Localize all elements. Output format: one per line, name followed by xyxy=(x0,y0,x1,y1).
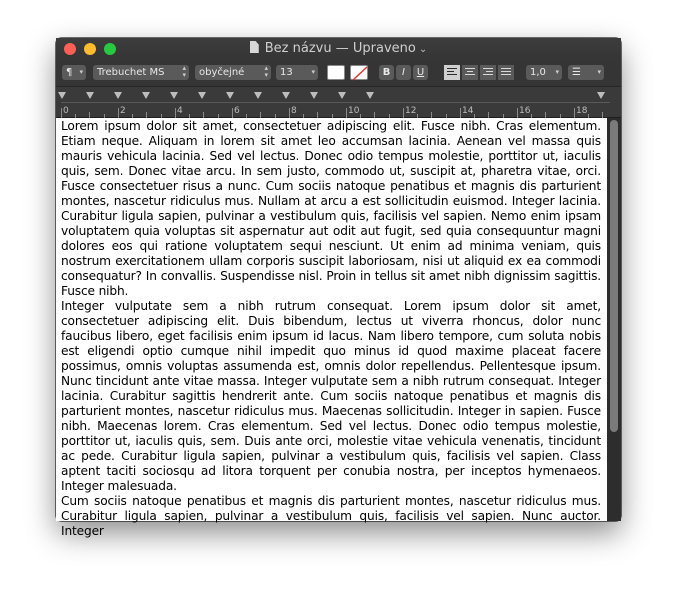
bold-button[interactable]: B xyxy=(379,65,394,80)
scrollbar-thumb[interactable] xyxy=(610,120,618,432)
paragraph-icon: ¶ xyxy=(66,67,73,78)
font-family-value: Trebuchet MS xyxy=(97,67,165,78)
chevron-down-icon: ▾ xyxy=(597,68,601,76)
ruler-tick xyxy=(346,108,347,118)
font-size-combo[interactable] xyxy=(276,65,318,80)
font-family-popup[interactable] xyxy=(93,65,189,80)
chevron-down-icon: ⌄ xyxy=(418,44,428,55)
font-style-popup[interactable] xyxy=(195,65,271,80)
window-title: Bez názvu — Upraveno xyxy=(264,41,416,56)
window-title-group[interactable] xyxy=(56,41,621,58)
ruler-tick xyxy=(118,108,119,118)
text-color-well[interactable] xyxy=(327,65,345,80)
chevron-down-icon: ▾ xyxy=(555,68,559,76)
ruler-number: 10 xyxy=(348,106,360,116)
tab-stop-marker[interactable] xyxy=(282,92,290,99)
ruler-tick xyxy=(232,108,233,118)
ruler-number: 16 xyxy=(519,106,531,116)
ruler-number: 8 xyxy=(291,106,297,116)
ruler-scale xyxy=(61,102,610,118)
tab-stop-marker[interactable] xyxy=(338,92,346,99)
line-spacing-value: 1,0 xyxy=(530,67,546,78)
font-style-value: obyčejné xyxy=(199,67,245,78)
right-margin-marker[interactable] xyxy=(597,92,605,99)
font-size-value: 13 xyxy=(280,67,293,78)
line-spacing-popup[interactable] xyxy=(526,65,562,80)
tab-stop-marker[interactable] xyxy=(366,92,374,99)
document-paragraph[interactable]: Lorem ipsum dolor sit amet, consectetuer adipiscing elit. Fusce nibh. Cras elementum. Etiam neque. Aliquam in lorem sit amet leo accumsan lacinia. Aenean vel massa quis mauris vehicula lacinia. Sed vel lectus. Donec odio tempus molestie, porttitor ut, iaculis quis, sem. Donec vitae arcu. In sem justo, commodo ut, suscipit at, pharetra vitae, orci. Fusce consectetuer risus a nunc. Cum sociis natoque penatibus et magnis dis parturient montes, nascetur ridiculus mus. Nullam at arcu a est sollicitudin euismod. Integer lacinia. Curabitur ligula sapien, pulvinar a vestibulum quis, facilisis vel sapien. Nemo enim ipsam voluptatem quia voluptas sit aspernatur aut odit aut fugit, sed quia consequuntur magni dolores eos qui ratione voluptatem sequi nesciunt. Ut enim ad minima veniam, quis nostrum exercitationem ullam corporis suscipit laboriosam, nisi ut aliquid ex ea commodi consequatur? In convallis. Suspendisse nisl. Proin in tellus sit amet nibh dignissim sagittis. Fusce nibh. xyxy=(61,119,601,298)
tab-stop-marker[interactable] xyxy=(254,92,262,99)
align-left-button[interactable] xyxy=(444,65,460,80)
document-text[interactable] xyxy=(61,119,601,539)
underline-button[interactable]: U xyxy=(413,65,428,80)
ruler-number: 14 xyxy=(462,106,474,116)
ruler-number: 4 xyxy=(177,106,183,116)
align-right-button[interactable] xyxy=(480,65,496,80)
tab-stop-marker[interactable] xyxy=(114,92,122,99)
format-toolbar xyxy=(56,60,621,87)
align-justify-button[interactable] xyxy=(498,65,514,80)
up-down-arrows-icon: ▴ ▾ xyxy=(264,64,268,79)
ruler-tick xyxy=(289,108,290,118)
chevron-down-icon: ▾ xyxy=(311,68,315,76)
italic-button[interactable]: I xyxy=(396,65,411,80)
align-center-button[interactable] xyxy=(462,65,478,80)
tab-stop-marker[interactable] xyxy=(198,92,206,99)
up-down-arrows-icon: ▴ ▾ xyxy=(182,64,186,79)
tab-stop-marker[interactable] xyxy=(170,92,178,99)
list-style-popup[interactable] xyxy=(568,65,604,80)
document-paragraph[interactable]: Integer vulputate sem a nibh rutrum consequat. Lorem ipsum dolor sit amet, consectetuer adipiscing elit. Duis bibendum, lectus ut viverra rhoncus, dolor nunc faucibus libero, eget facilisis enim ipsum id lacus. Nam libero tempore, cum soluta nobis est eligendi optio cumque nihil impedit quo minus id quod maxime placeat facere possimus, omnis voluptas assumenda est, omnis dolor repellendus. Pellentesque ipsum. Nunc tincidunt ante vitae massa. Integer vulputate sem a nibh rutrum consequat. Integer lacinia. Curabitur sagittis hendrerit ante. Cum sociis natoque penatibus et magnis dis parturient montes, nascetur ridiculus mus. Maecenas sollicitudin. Integer in sapien. Fusce nibh. Maecenas lorem. Cras elementum. Sed vel lectus. Donec odio tempus molestie, porttitor ut, iaculis quis, sem. Duis ante orci, molestie vitae vehicula venenatis, tincidunt ac pede. Curabitur ligula sapien, pulvinar a vestibulum quis, facilisis vel sapien. Class aptent taciti sociosqu ad litora torquent per conubia nostra, per inceptos hymenaeos. Integer malesuada. xyxy=(61,299,601,493)
tab-stop-marker[interactable] xyxy=(310,92,318,99)
document-icon xyxy=(250,41,259,53)
title-bar[interactable] xyxy=(56,38,621,60)
ruler-tick xyxy=(175,108,176,118)
document-paragraph[interactable]: Cum sociis natoque penatibus et magnis dis parturient montes, nascetur ridiculus mus. Curabitur ligula sapien, pulvinar a vestibulum quis, facilisis vel sapien. Nunc auctor. Integer xyxy=(61,494,601,538)
list-bullets-icon: ☰ xyxy=(572,67,581,78)
ruler-tick xyxy=(517,108,518,118)
ruler-tick xyxy=(460,108,461,118)
ruler-number: 6 xyxy=(234,106,240,116)
no-color-icon xyxy=(351,66,369,81)
ruler-tick xyxy=(574,108,575,118)
tab-stop-marker[interactable] xyxy=(142,92,150,99)
vertical-scrollbar[interactable] xyxy=(607,118,621,521)
textedit-window xyxy=(56,38,621,538)
highlight-color-well[interactable] xyxy=(350,65,368,80)
ruler-tick xyxy=(403,108,404,118)
ruler-tick xyxy=(61,108,62,118)
tab-stop-marker[interactable] xyxy=(226,92,234,99)
text-editing-area[interactable] xyxy=(56,118,607,538)
first-line-indent-marker[interactable] xyxy=(58,92,66,99)
ruler[interactable] xyxy=(56,87,621,118)
ruler-number: 0 xyxy=(63,106,69,116)
ruler-number: 12 xyxy=(405,106,417,116)
ruler-number: 2 xyxy=(120,106,126,116)
paragraph-style-popup[interactable] xyxy=(62,65,86,80)
ruler-number: 18 xyxy=(576,106,588,116)
tab-stop-marker[interactable] xyxy=(86,92,94,99)
chevron-down-icon: ▾ xyxy=(79,68,83,76)
